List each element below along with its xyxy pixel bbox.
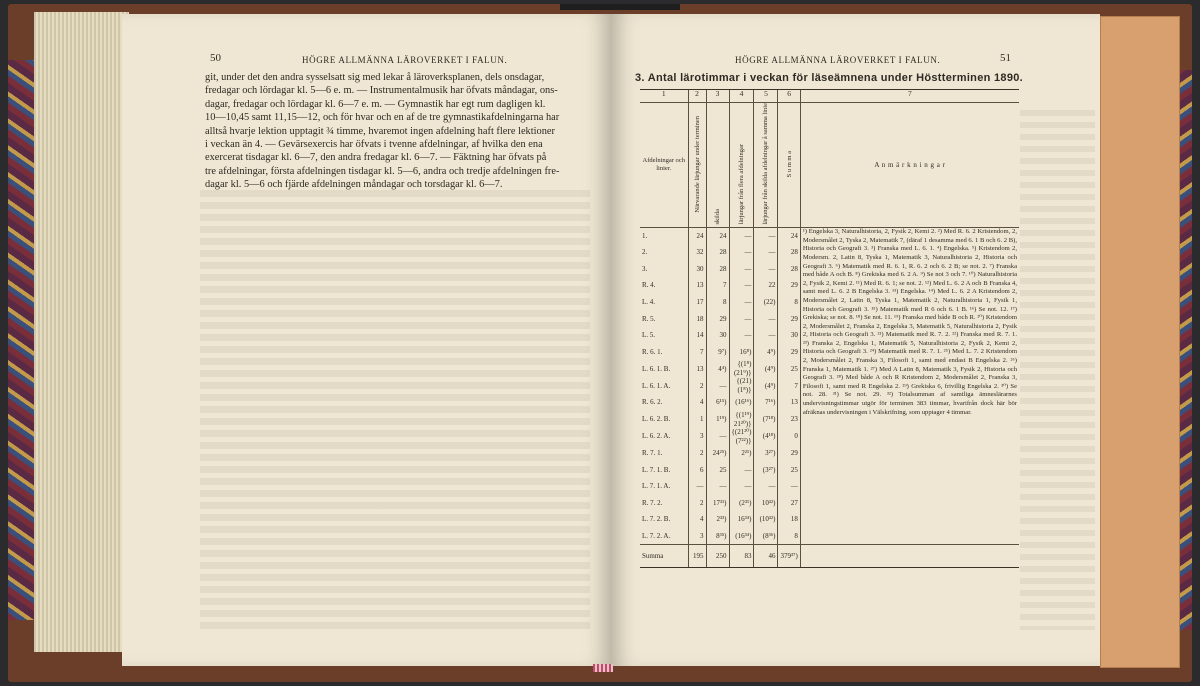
anmarkningar-notes: ¹) Engelska 3, Naturalhistoria, 2, Fysik 2, Kemi 2. ²) Med R. 6. 2 Kristendom, 2, Modersmålet 2, Tyska 2, Matematik 7, (däraf 1 desamma med 6. 1 B och 6. 2 B), Historia och Geografi 3. ³) Franska med L. 6. 1. ⁴) Engelska. ⁵) Kristendom 2, Modersm. 2, Latin 8, Tyska 1, Matematik 3, Naturalhistoria 2, Historia och Geografi 3. ⁶) Matematik med R. 6. 1, R. 6. 2 och 6. 2 B; se not. 2. ⁷) Franska med både A och B. ⁸) Grekiska med 6. 2 A. ⁹) Se not 3 och 7. ¹⁰) Naturalhistoria 2, Fysik 2, Kemi 2. ¹¹) Med R. 6. 1; se not. 2. ¹²) Med L. 6. 2 A och B Franska 4, samt med L. 6. 2 B Engelska 3. ¹³) Engelska. ¹⁴) Med L. 6. 2 A Kristendom 2, Modersmålet 2, Latin 8, Tyska 1, Matematik 2, Naturalhistoria 1, Fysik 1, Historia och Geografi 3. ¹⁵) Matematik med R 6 och 6. 1 B. ¹⁶) Se not. 12. ¹⁷) Grekiska; se not. 8. ¹⁸) Se not. 11. ¹⁹) Franska med både B och R. ²⁰) Kristendom 2, Modersmålet 2, Franska 2, Engelska 3, Matematik 5, Naturalhistoria 2, Fysik 2, Historia och Geografi 3. ²¹) Matematik med R. 7. 2. ²²) Franska med R. 7. 1. ²³) Franska 2, Engelska 1, Matematik 5, Naturalhistoria 2, Fysik 2, Kemi 2, Historia och Geografi 3. ²⁴) Matematik med R. 7. 1. ²⁵) Med L. 7. 2 Kristendom 2, Modersmålet 2, Franska 3, Filosofi 1, samt med endast B Engelska 2. ²⁶) Franska 1, Matematik 1. ²⁷) Med A Latin 8, Matematik 3, Fysik 2, Historia och Geografi 3. ²⁸) Med både A och R Kristendom 2, Modersmålet 2, Franska 3, Filosofi 1, samt med R Engelska 2. ²⁹) Grekiska 6, frivillig Engelska 2. ³⁰) Se not. 28. ³¹) Se not. 29. ³²) Totalsumman af samtliga ämneslärarnes undervisningstimmar utgör för terminen 383 timmar, hvarifrån dock här bör afräknas undervisningen i Välskrifning, som upptager 4 timmar.: [800, 228, 1019, 545]
summa-label: Summa: [640, 545, 688, 568]
column-number: 6: [778, 90, 800, 103]
row-label: L. 4.: [642, 298, 656, 307]
table-cell: —: [778, 478, 800, 495]
text-line: 10—10,45 samt 11,15—12, och för hvar och en af de tre gymnastikafdelningarna har: [205, 112, 560, 124]
table-cell: 1¹⁹): [706, 411, 729, 428]
table-cell: 8: [778, 294, 800, 311]
table-cell: —: [754, 244, 778, 261]
text-line: tre afdelningar, första afdelningen tisdagar kl. 5—6, andra och tredje afdelningen fre-: [205, 165, 560, 177]
table-cell: 2³³): [706, 511, 729, 528]
table-cell: 24²⁵): [706, 445, 729, 462]
text-line: alltså hvarje lektion upptagit ¾ timme, hvaremot ingen afdelning haft flere lektioner: [205, 125, 555, 137]
row-label: L. 6. 1. B.: [642, 364, 671, 373]
table-cell: (4¹⁸): [754, 428, 778, 445]
table-cell: (4⁹): [754, 360, 778, 377]
table-cell: 29: [778, 344, 800, 361]
table-cell: —: [729, 277, 754, 294]
table-cell: 28: [706, 261, 729, 278]
text-line: dagar, fredagar och lördagar kl. 6—7 e. m. — Gymnastik har egt rum dagligen kl.: [205, 98, 546, 110]
table-cell: (3²⁷): [754, 462, 778, 479]
table-cell: 7: [688, 344, 706, 361]
summa-row: [640, 545, 1019, 568]
table-cell: 6¹⁵): [706, 394, 729, 411]
summa-cell: 250: [706, 545, 729, 568]
table-cell: 4⁴): [706, 360, 729, 377]
left-running-head: HÖGRE ALLMÄNNA LÄROVERKET I FALUN.: [302, 55, 508, 65]
table-cell: 8: [706, 294, 729, 311]
table-cell: —: [729, 228, 754, 245]
table-cell: 9⁷): [706, 344, 729, 361]
page-stack: [34, 12, 129, 652]
table-cell: 27: [778, 495, 800, 512]
table-cell: 17³¹): [706, 495, 729, 512]
table-cell: 13: [688, 277, 706, 294]
row-label: L. 7. 1. A.: [642, 482, 671, 491]
table-cell: 25: [778, 462, 800, 479]
table-cell: —: [754, 261, 778, 278]
row-label: L. 7. 1. B.: [642, 465, 671, 474]
text-line: fredagar och lördagar kl. 5—6 e. m. — Instrumentalmusik har öfvats måndagar, ons-: [205, 85, 558, 97]
row-label: R. 7. 2.: [642, 498, 663, 507]
row-label: R. 4.: [642, 281, 656, 290]
table-cell: 22: [754, 277, 778, 294]
row-label: L. 7. 2. B.: [642, 515, 671, 524]
table-cell: 30: [778, 327, 800, 344]
text-line: exercerat tisdagar kl. 6—7, den andra fredagar kl. 6—7. — Fäktning har öfvats på: [205, 152, 547, 164]
table-cell: (8³⁶): [754, 528, 778, 545]
table-cell: 7¹⁶): [754, 394, 778, 411]
table-cell: 24: [706, 228, 729, 245]
table-cell: 30: [706, 327, 729, 344]
show-through-text-right: [1020, 110, 1095, 630]
row-label: 2.: [642, 248, 648, 257]
table-cell: —: [688, 478, 706, 495]
table-cell: 4: [688, 394, 706, 411]
table-cell: 25: [706, 462, 729, 479]
table-cell: 1: [688, 411, 706, 428]
header-samma-linie: lärjungar från skilda afdelningar å samma linie: [762, 103, 770, 225]
row-label: L. 7. 2. A.: [642, 531, 671, 540]
table-cell: 16⁸): [729, 344, 754, 361]
table-cell: (7¹⁸): [754, 411, 778, 428]
table-cell: {(1⁸) (21⁹)}: [729, 360, 754, 377]
column-number: 5: [754, 90, 778, 103]
left-page-number: 50: [210, 52, 221, 64]
table-cell: 29: [778, 311, 800, 328]
summa-cell: 195: [688, 545, 706, 568]
row-label: L. 6. 2. B.: [642, 415, 671, 424]
column-number: 3: [706, 90, 729, 103]
back-cover: [1100, 16, 1180, 668]
table-cell: 29: [706, 311, 729, 328]
table-cell: —: [729, 478, 754, 495]
table-cell: 18: [688, 311, 706, 328]
table-cell: {(21²⁰) (7²²)}: [729, 428, 754, 445]
header-anmarkningar: A n m ä r k n i n g a r: [800, 103, 1019, 228]
text-line: dagar kl. 5—6 och fjärde afdelningen måndagar och torsdagar kl. 6—7.: [205, 179, 503, 191]
table-cell: {(21) (1⁸)}: [729, 377, 754, 394]
table-cell: (10³²): [754, 511, 778, 528]
table-cell: (16¹⁶): [729, 394, 754, 411]
table-cell: 3: [688, 428, 706, 445]
table-cell: —: [706, 377, 729, 394]
table-cell: 3: [688, 528, 706, 545]
table-cell: 24: [778, 228, 800, 245]
table-title: 3. Antal lärotimmar i veckan för läseämnena under Höstterminen 1890.: [635, 72, 1024, 84]
table-cell: 8: [778, 528, 800, 545]
book-edge: [560, 4, 680, 10]
header-afdelningar: Afdelningar och linier.: [640, 103, 688, 228]
column-number: 2: [688, 90, 706, 103]
table-cell: 13: [778, 394, 800, 411]
table-cell: 23: [778, 411, 800, 428]
table-cell: —: [729, 294, 754, 311]
table-cell: 3²⁷): [754, 445, 778, 462]
table-cell: 25: [778, 360, 800, 377]
table-cell: —: [729, 311, 754, 328]
table-cell: —: [729, 244, 754, 261]
table-cell: 28: [706, 244, 729, 261]
table-cell: 18: [778, 511, 800, 528]
table-row: [640, 228, 1019, 245]
table-cell: —: [706, 428, 729, 445]
row-label: L. 5.: [642, 331, 656, 340]
table-cell: 7: [778, 377, 800, 394]
row-label: R. 7. 1.: [642, 449, 663, 458]
table-cell: 10³²): [754, 495, 778, 512]
summa-cell: 379³⁷): [778, 545, 800, 568]
table-cell: —: [754, 311, 778, 328]
text-line: i veckan än 4. — Gevärsexercis har öfvats i tvenne afdelningar, af hvilka den ena: [205, 139, 543, 151]
table-cell: 4: [688, 511, 706, 528]
row-label: R. 6. 1.: [642, 347, 663, 356]
table-cell: 14: [688, 327, 706, 344]
table-cell: 7: [706, 277, 729, 294]
row-label: R. 6. 2.: [642, 398, 663, 407]
right-running-head: HÖGRE ALLMÄNNA LÄROVERKET I FALUN.: [735, 55, 941, 65]
row-label: L. 6. 1. A.: [642, 381, 671, 390]
table-cell: —: [729, 261, 754, 278]
table-cell: 29: [778, 277, 800, 294]
table-cell: (22): [754, 294, 778, 311]
table-cell: 29: [778, 445, 800, 462]
marbled-endpaper-left: [8, 60, 36, 620]
table-cell: 2: [688, 445, 706, 462]
row-label: L. 6. 2. A.: [642, 432, 671, 441]
table-cell: 2: [688, 377, 706, 394]
right-page-number: 51: [1000, 52, 1011, 64]
column-number: 7: [800, 90, 1019, 103]
row-label: R. 5.: [642, 314, 656, 323]
row-label: 1.: [642, 231, 648, 240]
statistics-table: [640, 89, 1019, 568]
table-cell: 24: [688, 228, 706, 245]
table-cell: —: [729, 462, 754, 479]
table-cell: 2: [688, 495, 706, 512]
summa-cell: 46: [754, 545, 778, 568]
table-cell: —: [754, 478, 778, 495]
table-cell: 8³⁵): [706, 528, 729, 545]
table-cell: 16³⁴): [729, 511, 754, 528]
table-cell: 13: [688, 360, 706, 377]
summa-cell: 83: [729, 545, 754, 568]
table-cell: {(1¹⁹) 21²⁰)}: [729, 411, 754, 428]
header-narvarande: Närvarande lärjungar under terminen: [693, 115, 701, 213]
header-skilda: skilda: [714, 209, 721, 225]
table-cell: 6: [688, 462, 706, 479]
table-cell: 28: [778, 244, 800, 261]
table-cell: (16³⁴): [729, 528, 754, 545]
table-cell: 28: [778, 261, 800, 278]
header-summa: S u m m a: [785, 150, 793, 178]
table-cell: —: [729, 327, 754, 344]
table-cell: 30: [688, 261, 706, 278]
header-flera: lärjungar från flera afdelningar: [737, 144, 745, 225]
table-cell: 17: [688, 294, 706, 311]
table-cell: 4⁹): [754, 344, 778, 361]
table-cell: —: [754, 327, 778, 344]
show-through-text: [200, 190, 590, 630]
table-cell: (2³¹): [729, 495, 754, 512]
table-cell: 32: [688, 244, 706, 261]
table-cell: (4⁹): [754, 377, 778, 394]
table-cell: —: [706, 478, 729, 495]
table-cell: —: [754, 228, 778, 245]
text-line: git, under det den andra sysselsatt sig med lekar å läroverksplanen, dels onsdagar,: [205, 72, 545, 83]
row-label: 3.: [642, 264, 648, 273]
column-number: 1: [640, 90, 688, 103]
bookmark-ribbon: [593, 664, 613, 672]
left-body-paragraph: [205, 71, 590, 192]
table-cell: 2²¹): [729, 445, 754, 462]
column-number: 4: [729, 90, 754, 103]
table-cell: 0: [778, 428, 800, 445]
